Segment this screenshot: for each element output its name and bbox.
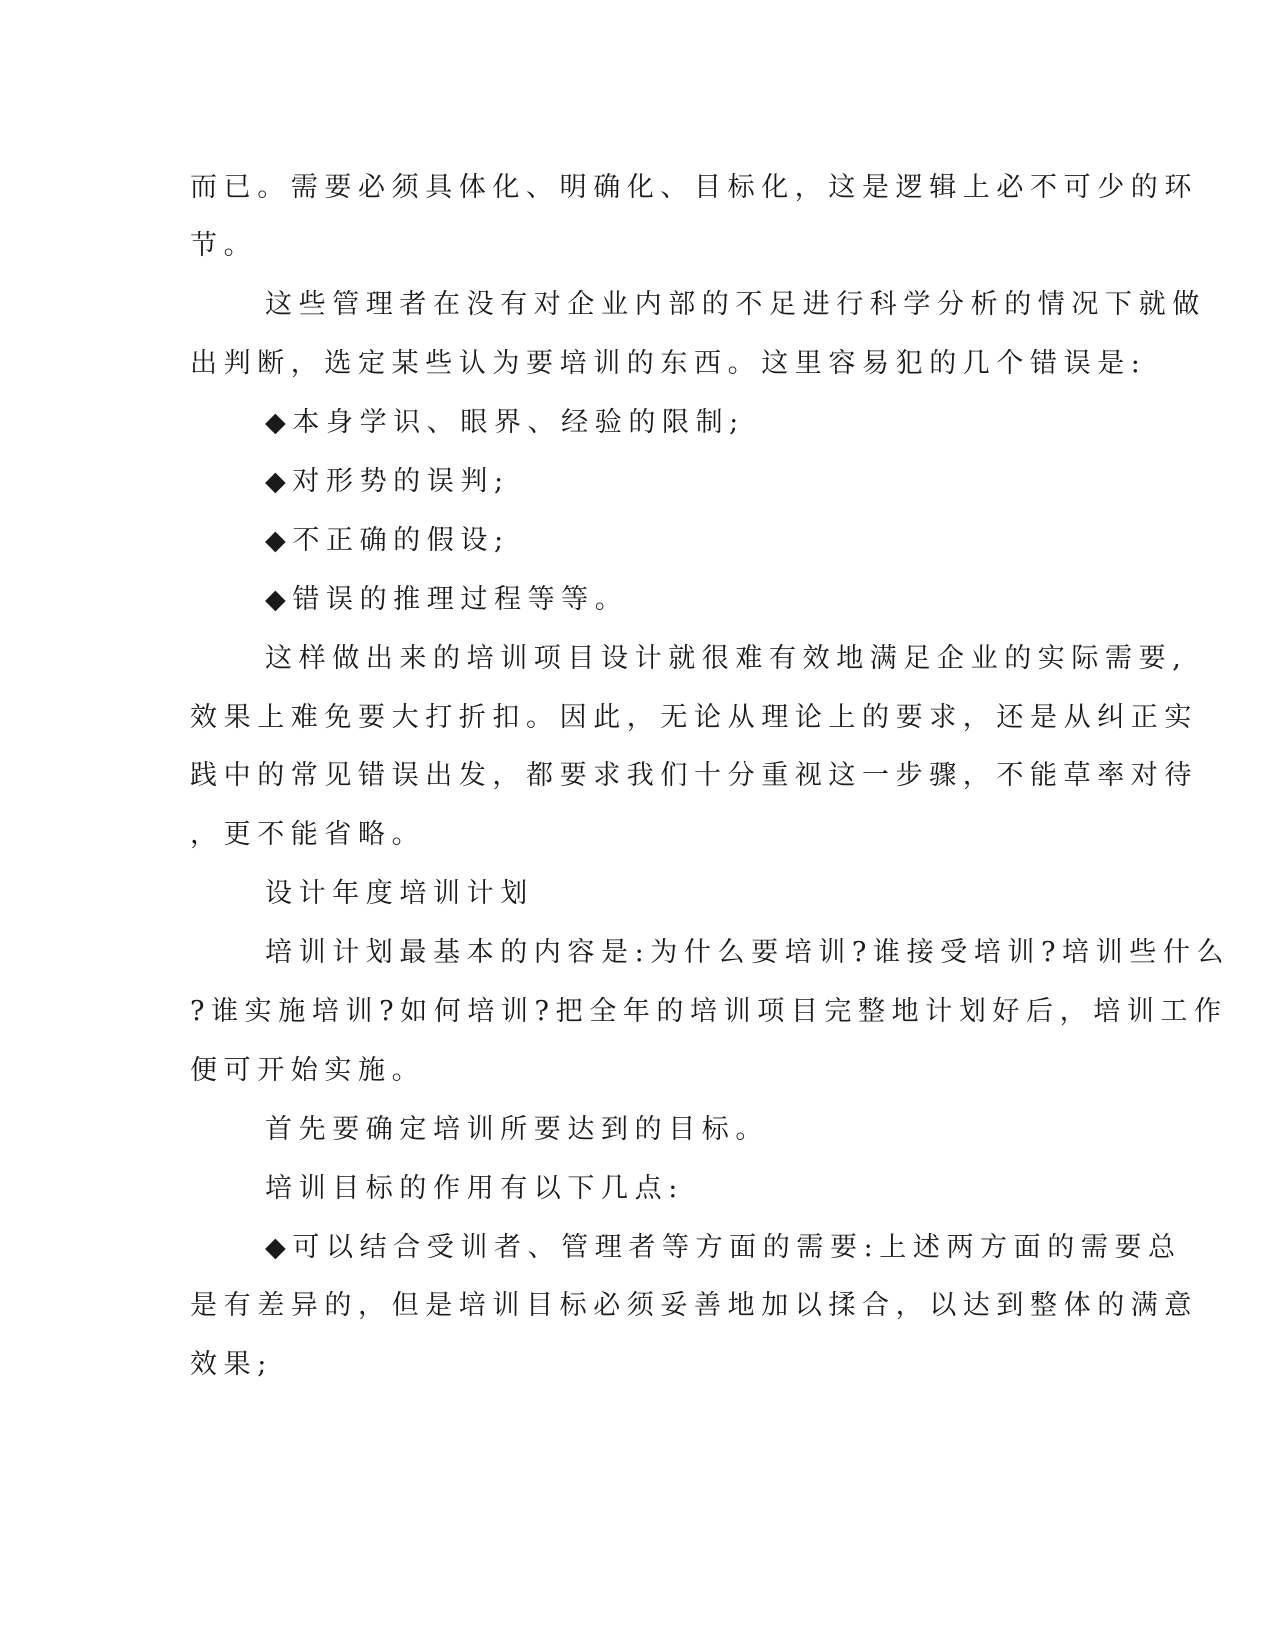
text-line: 而已。需要必须具体化、明确化、目标化，这是逻辑上必不可少的环 bbox=[190, 172, 1198, 203]
bullet-item: ◆本身学识、眼界、经验的限制; bbox=[265, 407, 745, 438]
text-line: 出判断，选定某些认为要培训的东西。这里容易犯的几个错误是: bbox=[190, 348, 1147, 379]
text-line: 是有差异的，但是培训目标必须妥善地加以揉合，以达到整体的满意 bbox=[190, 1290, 1198, 1321]
paragraph-start: 培训计划最基本的内容是:为什么要培训?谁接受培训?培训些什么 bbox=[265, 937, 1231, 968]
bullet-item: ◆可以结合受训者、管理者等方面的需要:上述两方面的需要总 bbox=[265, 1232, 1182, 1263]
bullet-item: ◆错误的推理过程等等。 bbox=[265, 584, 629, 615]
text-line: 效果; bbox=[190, 1349, 273, 1380]
bullet-item: ◆对形势的误判; bbox=[265, 466, 510, 497]
text-line: 便可开始实施。 bbox=[190, 1055, 426, 1086]
bullet-item: ◆不正确的假设; bbox=[265, 525, 510, 556]
text-line: 效果上难免要大打折扣。因此，无论从理论上的要求，还是从纠正实 bbox=[190, 702, 1198, 733]
text-line: ，更不能省略。 bbox=[190, 819, 426, 850]
paragraph-start: 这些管理者在没有对企业内部的不足进行科学分析的情况下就做 bbox=[265, 289, 1206, 320]
paragraph-start: 这样做出来的培训项目设计就很难有效地满足企业的实际需要, bbox=[265, 643, 1188, 674]
text-line: 节。 bbox=[190, 230, 258, 261]
paragraph-start: 培训目标的作用有以下几点: bbox=[265, 1173, 684, 1204]
text-line: 践中的常见错误出发，都要求我们十分重视这一步骤，不能草率对待 bbox=[190, 760, 1198, 791]
section-heading: 设计年度培训计划 bbox=[265, 878, 534, 909]
paragraph-start: 首先要确定培训所要达到的目标。 bbox=[265, 1114, 769, 1145]
text-line: ?谁实施培训?如何培训?把全年的培训项目完整地计划好后，培训工作 bbox=[190, 996, 1228, 1027]
